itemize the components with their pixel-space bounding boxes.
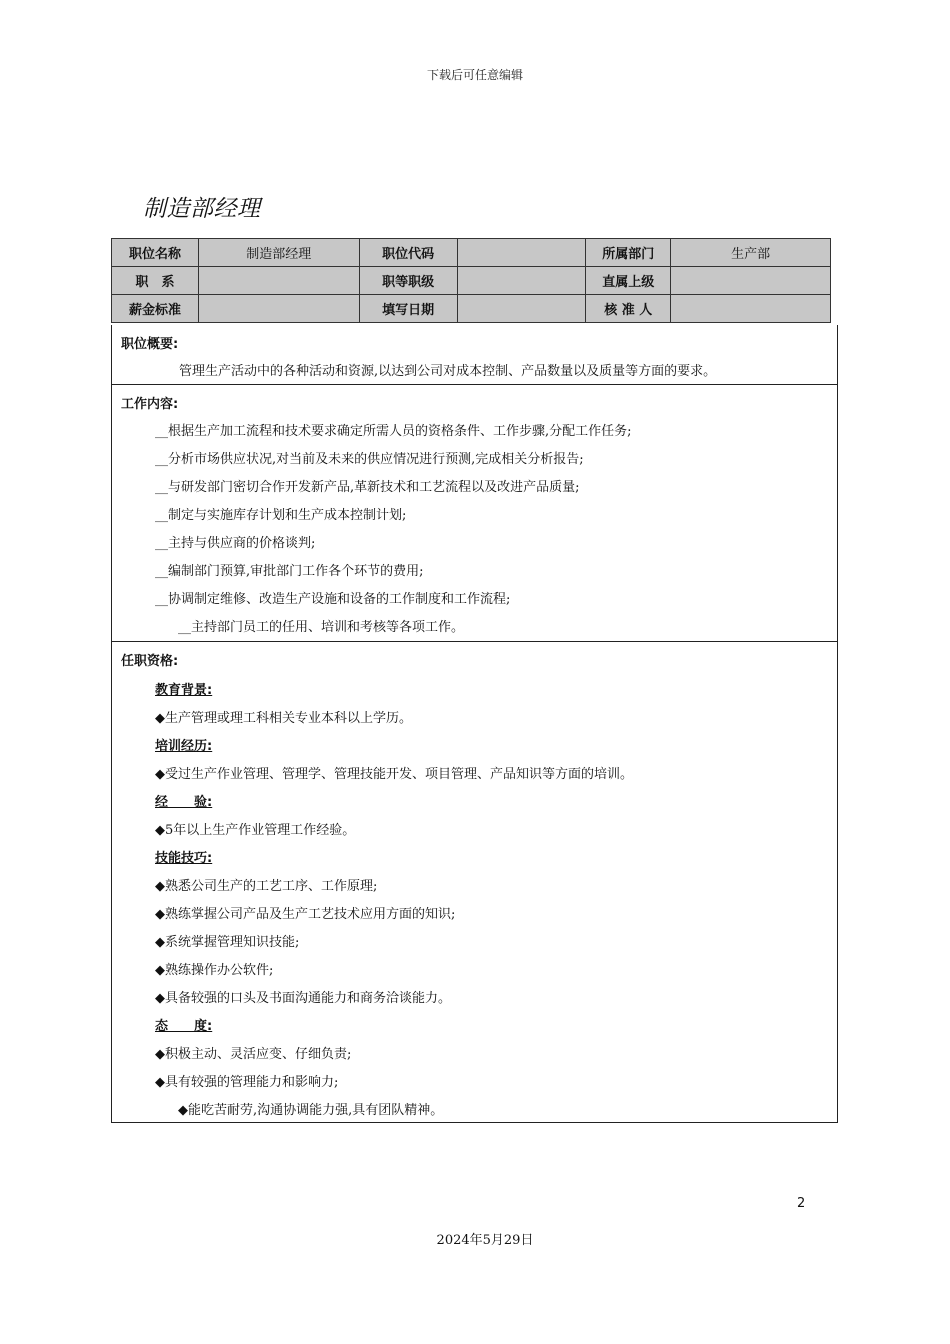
table-row — [112, 295, 831, 323]
table-row — [112, 267, 831, 295]
label-cell: 职等职级 — [359, 267, 457, 295]
list-item: ◆熟练操作办公软件; — [155, 963, 274, 978]
duties-section — [112, 385, 837, 642]
list-item: __与研发部门密切合作开发新产品,革新技术和工艺流程以及改进产品质量; — [155, 480, 580, 495]
table-row — [112, 239, 831, 267]
list-item: __制定与实施库存计划和生产成本控制计划; — [155, 508, 407, 523]
job-description-body — [111, 325, 838, 1123]
header-note: 下载后可任意编辑 — [426, 68, 523, 82]
attitude-label: 态 度: — [155, 1019, 213, 1034]
experience-label: 经 验: — [155, 795, 213, 810]
value-cell — [198, 295, 359, 323]
list-item: __分析市场供应状况,对当前及未来的供应情况进行预测,完成相关分析报告; — [155, 452, 584, 467]
list-item: ◆具备较强的口头及书面沟通能力和商务洽谈能力。 — [155, 991, 451, 1006]
overview-section — [112, 325, 837, 385]
overview-text: 管理生产活动中的各种活动和资源,以达到公司对成本控制、产品数量以及质量等方面的要求。 — [179, 364, 717, 379]
document-title: 制造部经理 — [143, 196, 261, 222]
list-item: __主持与供应商的价格谈判; — [155, 536, 316, 551]
value-cell — [671, 267, 831, 295]
position-info-table — [111, 238, 831, 323]
list-item: ◆5年以上生产作业管理工作经验。 — [155, 823, 356, 838]
education-label: 教育背景: — [155, 683, 213, 698]
label-cell: 职 系 — [112, 267, 199, 295]
value-cell — [198, 267, 359, 295]
list-item: ◆具有较强的管理能力和影响力; — [155, 1075, 339, 1090]
value-cell — [457, 239, 586, 267]
list-item: __主持部门员工的任用、培训和考核等各项工作。 — [178, 620, 465, 635]
label-cell: 填写日期 — [359, 295, 457, 323]
value-cell: 生产部 — [671, 239, 831, 267]
list-item: __根据生产加工流程和技术要求确定所需人员的资格条件、工作步骤,分配工作任务; — [155, 424, 632, 439]
training-label: 培训经历: — [155, 739, 213, 754]
list-item: ◆系统掌握管理知识技能; — [155, 935, 300, 950]
value-cell: 制造部经理 — [198, 239, 359, 267]
label-cell: 核 准 人 — [586, 295, 671, 323]
label-cell: 所属部门 — [586, 239, 671, 267]
overview-heading: 职位概要: — [121, 337, 179, 352]
list-item: ◆熟悉公司生产的工艺工序、工作原理; — [155, 879, 378, 894]
skills-label: 技能技巧: — [155, 851, 213, 866]
list-item: ◆能吃苦耐劳,沟通协调能力强,具有团队精神。 — [178, 1103, 444, 1118]
list-item: ◆积极主动、灵活应变、仔细负责; — [155, 1047, 352, 1062]
list-item: __协调制定维修、改造生产设施和设备的工作制度和工作流程; — [155, 592, 511, 607]
label-cell: 职位名称 — [112, 239, 199, 267]
list-item: ◆熟练掌握公司产品及生产工艺技术应用方面的知识; — [155, 907, 456, 922]
duties-heading: 工作内容: — [121, 397, 179, 412]
value-cell — [457, 295, 586, 323]
page-number: 2 — [797, 1196, 806, 1211]
qualifications-section — [112, 642, 837, 1123]
footer-date: 2024年5月29日 — [436, 1233, 534, 1248]
list-item: ◆受过生产作业管理、管理学、管理技能开发、项目管理、产品知识等方面的培训。 — [155, 767, 633, 782]
value-cell — [457, 267, 586, 295]
label-cell: 直属上级 — [586, 267, 671, 295]
qualifications-heading: 任职资格: — [121, 654, 179, 669]
label-cell: 薪金标准 — [112, 295, 199, 323]
label-cell: 职位代码 — [359, 239, 457, 267]
value-cell — [671, 295, 831, 323]
list-item: ◆生产管理或理工科相关专业本科以上学历。 — [155, 711, 412, 726]
list-item: __编制部门预算,审批部门工作各个环节的费用; — [155, 564, 424, 579]
